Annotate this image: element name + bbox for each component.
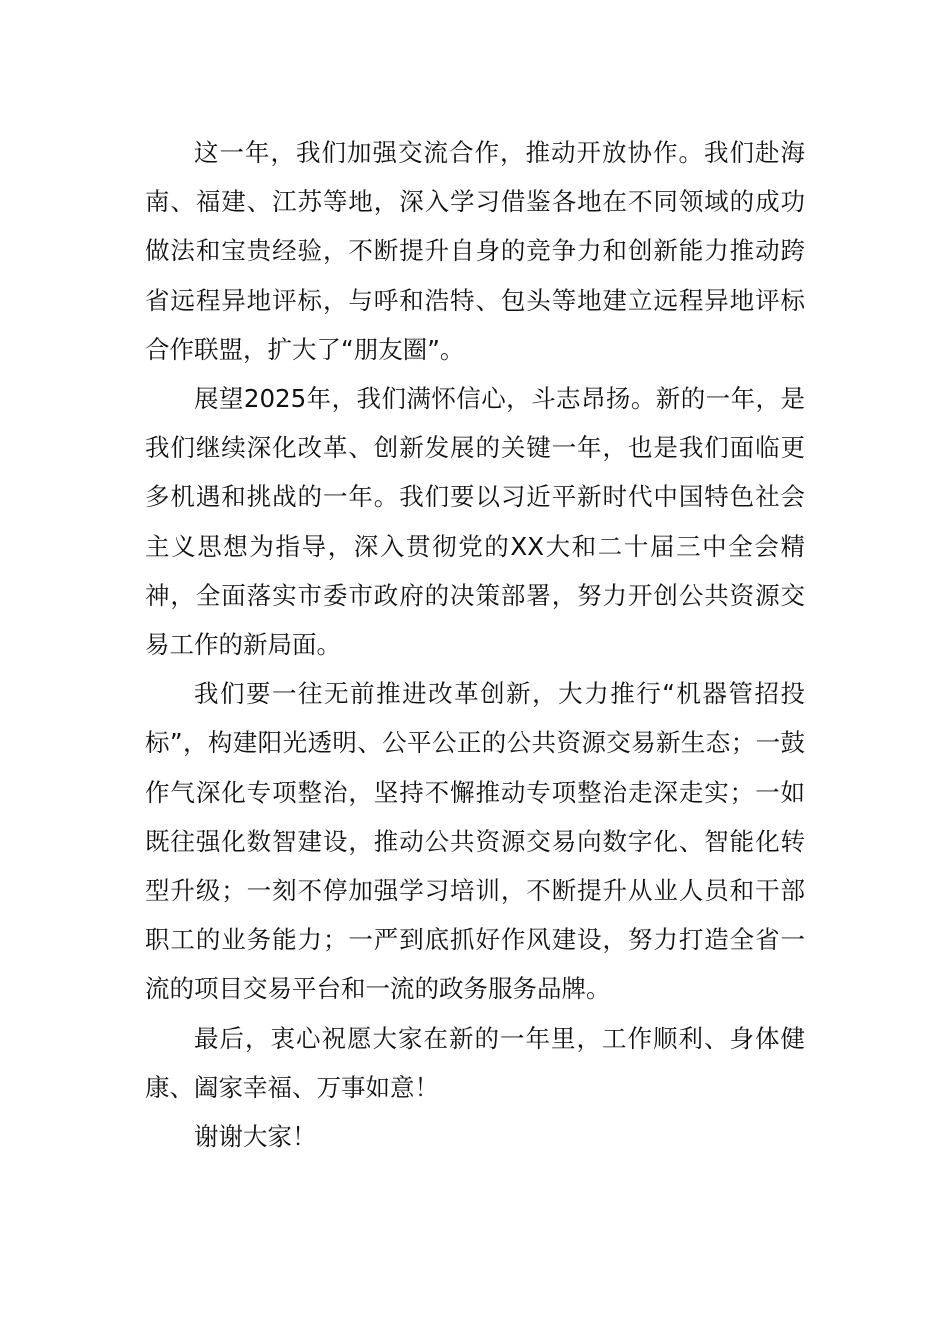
paragraph-thanks: 谢谢大家！ [194, 1122, 317, 1152]
paragraph-cooperation: 这一年，我们加强交流合作，推动开放协作。我们赴海南、福建、江苏等地，深入学习借鉴各地在不同领域的成功做法和宝贵经验，不断提升自身的竞争力和创新能力推动跨省远程异地评标，与呼和浩特、包头等地建立远程异地评标合作联盟，扩大了“朋友圈”。 [145, 138, 805, 364]
paragraph-reform-plans: 我们要一往无前推进改革创新，大力推行“机器管招投标”，构建阳光透明、公平公正的公共资源交易新生态；一鼓作气深化专项整治，坚持不懈推动专项整治走深走实；一如既往强化数智建设，推动公共资源交易向数字化、智能化转型升级；一刻不停加强学习培训，不断提升从业人员和干部职工的业务能力；一严到底抓好作风建设，努力打造全省一流的项目交易平台和一流的政务服务品牌。 [145, 679, 805, 1004]
document-body [145, 128, 805, 1161]
paragraph-outlook-2025: 展望2025年，我们满怀信心，斗志昂扬。新的一年，是我们继续深化改革、创新发展的关键一年，也是我们面临更多机遇和挑战的一年。我们要以习近平新时代中国特色社会主义思想为指导，深入贯彻党的XX大和二十届三中全会精神，全面落实市委市政府的决策部署，努力开创公共资源交易工作的新局面。 [145, 384, 805, 660]
paragraph-wishes: 最后，衷心祝愿大家在新的一年里，工作顺利、身体健康、阖家幸福、万事如意！ [145, 1023, 805, 1102]
